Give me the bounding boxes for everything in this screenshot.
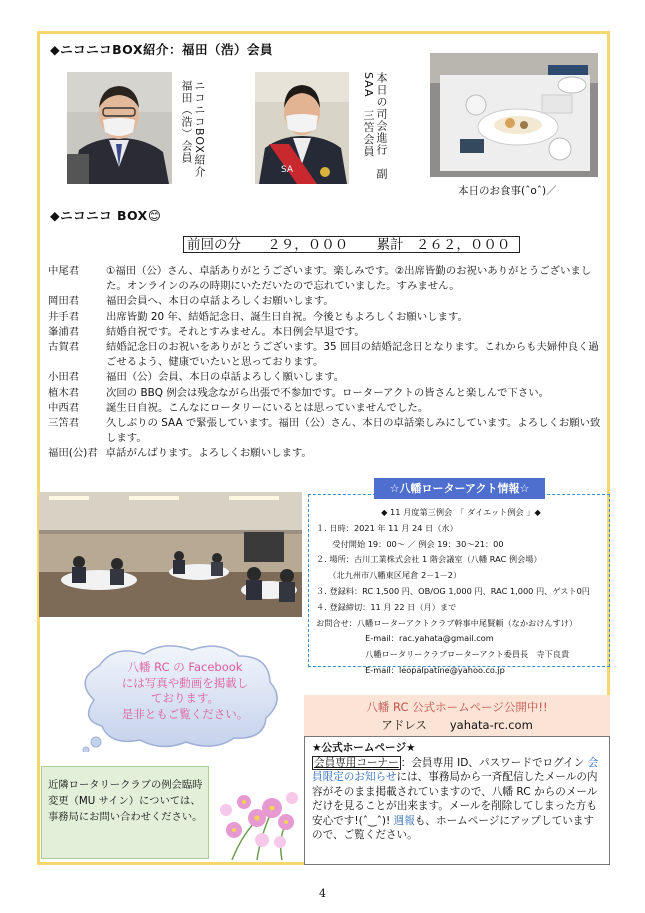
- member-name: 岡田君: [48, 295, 80, 308]
- totals-cum-label: 累計: [376, 237, 404, 253]
- member-name: 井手君: [48, 310, 80, 323]
- member-message: 結婚自祝です。それとすみません。本日例会早退です。: [106, 325, 365, 338]
- member-message: 卓話がんばります。よろしくお願いします。: [105, 447, 312, 460]
- rotaract-line: お問合せ：八幡ローターアクトクラブ幹事中尾賢頼（なかおけんすけ）: [316, 617, 578, 628]
- rotaract-line: ４. 登録締切：11 月 22 日（月）まで: [316, 601, 457, 612]
- rotaract-line: ３. 登録料：RC 1,500 円、OB/OG 1,000 円、RAC 1,000 円、ゲスト0円: [316, 585, 590, 596]
- smiley-icon: 😊: [147, 208, 162, 223]
- member-message: ①福田（公）さん、卓話ありがとうございます。楽しみです。②出席皆勤のお祝いありがとうございました。オンラインのみの時期にいただいたので忘れていました。すみません。: [106, 265, 592, 293]
- member-message: 誕生日自祝。こんなにロータリーにいるとは思っていませんでした。: [106, 401, 429, 414]
- list-item: [48, 446, 608, 461]
- homepage-text-3: も、ホームページにアップしていますので、ご覧ください。: [312, 814, 594, 841]
- cloud-line: ております。: [150, 691, 220, 705]
- homepage-title: ★公式ホームページ★: [312, 742, 416, 754]
- member-message: 福田会員へ、本日の卓話よろしくお願いします。: [106, 295, 334, 308]
- totals-cum-value: ２６２，０００: [415, 237, 511, 253]
- photo-meal: [430, 53, 598, 177]
- rotaract-line: 八幡ロータリークラブローターアクト委員長 寺下良貴: [316, 649, 570, 660]
- photo-meeting-room: [39, 492, 302, 617]
- rotaract-line: １. 日時：2021 年 11 月 24 日（水）: [316, 522, 458, 533]
- member-name: 中西君: [48, 401, 80, 414]
- homepage-text-2: には、事務局から一斉配信したメールの内容がそのまま掲載されていますので、八幡 RC からのメールだけを見ることが出来ます。メールを削除してしまった方も安心です!(ˆ‿ˆ)!: [312, 771, 598, 827]
- rotaract-line: 受付開始 19：00～ ／ 例会 19：30～21：00: [316, 538, 504, 549]
- caption-photo2: 本日の司会進行 副SAA 三笘会員: [362, 72, 388, 180]
- list-item: [48, 386, 608, 401]
- rotaract-line: E-mail：leopalpatine@yahoo.co.jp: [316, 664, 505, 675]
- member-message: 福田（公）会員、本日の卓話よろしく願いします。: [106, 371, 345, 384]
- svg-text:SA: SA: [281, 165, 294, 175]
- rotaract-heading: ☆八幡ローターアクト情報☆: [374, 478, 545, 499]
- member-message: 久しぶりの SAA で緊張しています。福田（公）さん、本日の卓話楽しみにしています。よろしくお願い致します。: [106, 417, 601, 445]
- rotaract-line: ◆ 11 月度第三例会 「 ダイエット例会 」◆: [381, 507, 541, 517]
- list-item: [48, 310, 608, 325]
- rotaract-line: E-mail：rac.yahata@gmail.com: [316, 633, 494, 644]
- homepage-body: [312, 741, 604, 843]
- list-item: [48, 264, 608, 294]
- member-name: 三笘君: [48, 417, 80, 430]
- cloud-line: には写真や動画を掲載し: [121, 675, 249, 690]
- totals-prev-label: 前回の分: [187, 237, 241, 253]
- homepage-heading: 八幡 RC 公式ホームページ公開中!!: [366, 700, 548, 714]
- facebook-cloud-text: [100, 660, 270, 722]
- photo-mitoma: [255, 72, 349, 184]
- rotaract-info-text: [316, 505, 606, 679]
- member-name: 峯浦君: [48, 325, 80, 338]
- list-item: [48, 370, 608, 385]
- rotaract-line: （北九州市八幡東区尾倉 2－1－2）: [316, 570, 462, 581]
- message-list: [48, 264, 608, 462]
- member-name: 福田(公)君: [48, 447, 98, 460]
- cloud-line: 是非ともご覧ください。: [121, 706, 249, 721]
- member-notice-label: 会員限定のお知らせ: [312, 756, 599, 783]
- member-name: 中尾君: [48, 265, 80, 277]
- caption-photo1: ニコニコBOX紹介 福田（浩）会員: [180, 80, 206, 190]
- flowers-illustration: [212, 780, 302, 860]
- member-message: 出席皆勤 20 年、結婚記念日、誕生日自祝。今後ともよろしくお願いします。: [106, 310, 468, 323]
- member-name: 古賀君: [48, 341, 80, 354]
- member-name: 小田君: [48, 371, 80, 384]
- member-name: 植木君: [48, 386, 80, 399]
- caption-meal: 本日のお食事(ˆoˆ)／: [458, 185, 557, 197]
- list-item: [48, 401, 608, 416]
- section-title-niconico-intro: ◆ニコニコBOX紹介：福田（浩）会員: [50, 42, 273, 57]
- cloud-line: 八幡 RC の Facebook: [127, 660, 243, 674]
- weekly-report-label: 週報: [393, 814, 415, 827]
- section-title-text: ◆ニコニコ BOX: [50, 208, 148, 223]
- member-message: 結婚記念日のお祝いをありがとうございます。35 回目の結婚記念日となります。これからも夫婦仲良く過ごせるよう、健康でいたいと思っております。: [106, 341, 599, 369]
- homepage-address[interactable]: アドレス yahata-rc.com: [381, 718, 533, 732]
- list-item: [48, 340, 608, 370]
- list-item: [48, 294, 608, 309]
- homepage-description: [312, 756, 604, 843]
- member-corner-label: 会員専用コーナー: [314, 756, 399, 769]
- totals-box: [183, 236, 520, 253]
- list-item: [48, 325, 608, 340]
- photo-fukuda: [67, 72, 172, 184]
- homepage-text-1: ：会員専用 ID、パスワードでログイン: [400, 756, 585, 769]
- page-number: 4: [319, 887, 326, 900]
- list-item: [48, 416, 608, 446]
- section-title-niconico-box: [50, 206, 161, 224]
- homepage-header: [304, 695, 610, 737]
- totals-prev-value: ２９，０００: [267, 237, 349, 253]
- member-message: 次回の BBQ 例会は残念ながら出張で不参加です。ローターアクトの皆さんと楽しんで下さい。: [106, 386, 549, 399]
- notice-text: 近隣ロータリークラブの例会臨時変更（MU サイン）については、事務局にお問い合わせください。: [48, 779, 203, 823]
- rotaract-line: ２. 場所：古川工業株式会社 1 階会議室（八幡 RAC 例会場）: [316, 554, 542, 565]
